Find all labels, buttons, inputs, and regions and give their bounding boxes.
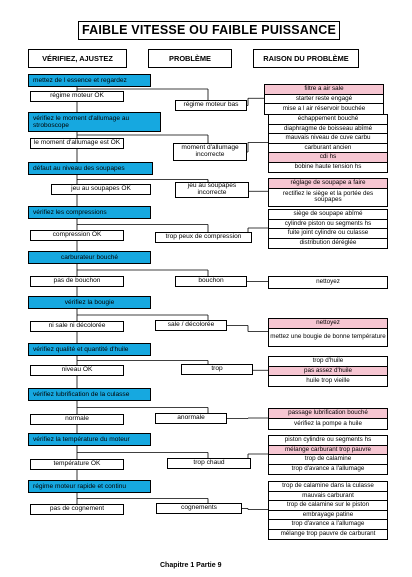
header-reason: RAISON DU PROBLÈME xyxy=(253,49,359,68)
reason-item: starter reste engagé xyxy=(265,95,383,105)
reason-item: nettoyez xyxy=(269,319,387,329)
reason-item: piston cylindre ou segments hs xyxy=(269,436,387,446)
reason-item: réglage de soupape a faire xyxy=(269,179,387,189)
problem-box-5: bouchon xyxy=(175,276,247,287)
action-box-4: vérifiez les compressions xyxy=(28,206,151,219)
reason-list-8 xyxy=(268,408,388,430)
reason-item: échappement bouché xyxy=(269,115,387,125)
ok-box-1: régime moteur OK xyxy=(30,91,124,102)
reason-item: huile trop vieille xyxy=(306,376,350,384)
action-box-6: vérifiez la bougie xyxy=(28,296,151,309)
reason-list-3 xyxy=(268,178,388,207)
ok-box-7: niveau OK xyxy=(30,365,124,376)
reason-item: pas assez d'huile xyxy=(269,367,387,377)
reason-item: trop de calamine xyxy=(269,455,387,465)
reason-item: filtre a air sale xyxy=(265,85,383,95)
reason-item: siège de soupape abîmé xyxy=(269,210,387,220)
action-box-1: mettez de l essence et regardez xyxy=(28,74,151,87)
ok-box-4: compression OK xyxy=(30,230,124,241)
ok-box-3: jeu au soupapes OK xyxy=(51,184,151,195)
reason-item: bobine haute tension hs xyxy=(294,163,362,171)
page-footer: Chapitre 1 Partie 9 xyxy=(160,562,222,569)
problem-box-4: trop peux de compression xyxy=(155,232,252,243)
action-box-7: vérifiez qualité et quantité d'huile xyxy=(28,343,151,356)
action-box-10: régime moteur rapide et continu xyxy=(28,480,151,493)
reason-list-2 xyxy=(268,114,388,173)
problem-box-3: jeu au soupapes incorrecte xyxy=(175,182,249,198)
problem-box-7: trop xyxy=(181,364,253,375)
ok-box-8: normale xyxy=(30,414,124,425)
reason-item: trop d'avance a l'allumage xyxy=(291,465,365,473)
ok-box-9: température OK xyxy=(30,459,124,470)
ok-box-10: pas de cognement xyxy=(30,504,124,515)
reason-item: mettez une bougie de bonne température xyxy=(270,333,386,341)
reason-item: mauvais carburant xyxy=(269,492,387,502)
reason-item: mélange trop pauvre de carburant xyxy=(280,530,376,538)
reason-item: distribution déréglée xyxy=(299,239,357,247)
problem-box-9: trop chaud xyxy=(167,458,251,469)
reason-item: passage lubrification bouché xyxy=(269,409,387,419)
reason-item: mauvais niveau de cuve carbu xyxy=(269,134,387,144)
reason-item: carburant ancien xyxy=(269,144,387,154)
reason-item: trop de calamine dans la culasse xyxy=(269,482,387,492)
reason-item: trop d'huile xyxy=(269,357,387,367)
reason-item: rectifiez le siège et la portée des soupapes xyxy=(282,189,374,203)
action-box-5: carburateur bouché xyxy=(28,251,151,264)
reason-item: cylindre piston ou segments hs xyxy=(269,220,387,230)
problem-box-6: sale / décolorée xyxy=(155,320,227,331)
ok-box-5: pas de bouchon xyxy=(30,276,124,287)
action-box-8: vérifiez lubrification de la culasse xyxy=(28,388,151,401)
reason-item: fuite joint cylindre ou culasse xyxy=(269,229,387,239)
reason-list-5 xyxy=(268,276,388,289)
action-box-2: vérifiez le moment d'allumage au stroboscope xyxy=(28,112,161,132)
reason-item: nettoyez xyxy=(316,278,340,286)
problem-box-10: cognements xyxy=(156,503,242,514)
header-problem: PROBLÈME xyxy=(148,49,232,68)
reason-item: cdi hs xyxy=(269,153,387,163)
ok-box-2: le moment d'allumage est OK xyxy=(30,138,124,149)
reason-list-10 xyxy=(268,481,388,540)
reason-list-7 xyxy=(268,356,388,387)
page-title: FAIBLE VITESSE OU FAIBLE PUISSANCE xyxy=(78,21,340,40)
header-verify: VÉRIFIEZ, AJUSTEZ xyxy=(28,49,127,68)
action-box-3: défaut au niveau des soupapes xyxy=(28,162,153,175)
problem-box-2: moment d'allumage incorrecte xyxy=(173,143,247,161)
problem-box-8: anormale xyxy=(155,413,227,424)
reason-item: trop de calamine sur le piston xyxy=(269,501,387,511)
reason-list-6 xyxy=(268,318,388,347)
reason-item: diaphragme de boisseau abîmé xyxy=(269,125,387,135)
reason-item: embrayage patine xyxy=(269,511,387,521)
reason-list-4 xyxy=(268,209,388,249)
reason-item: vérifiez la pompe a huile xyxy=(294,419,362,427)
reason-list-9 xyxy=(268,435,388,475)
reason-item: trop d'avance a l'allumage xyxy=(269,520,387,530)
action-box-9: vérifiez la température du moteur xyxy=(28,433,151,446)
reason-list-1 xyxy=(264,84,384,115)
reason-item: mélange carburant trop pauvre xyxy=(269,446,387,456)
ok-box-6: ni sale ni décolorée xyxy=(30,321,124,332)
reason-item: mise a l air réservoir bouchée xyxy=(282,104,366,112)
problem-box-1: régime moteur bas xyxy=(175,100,247,111)
